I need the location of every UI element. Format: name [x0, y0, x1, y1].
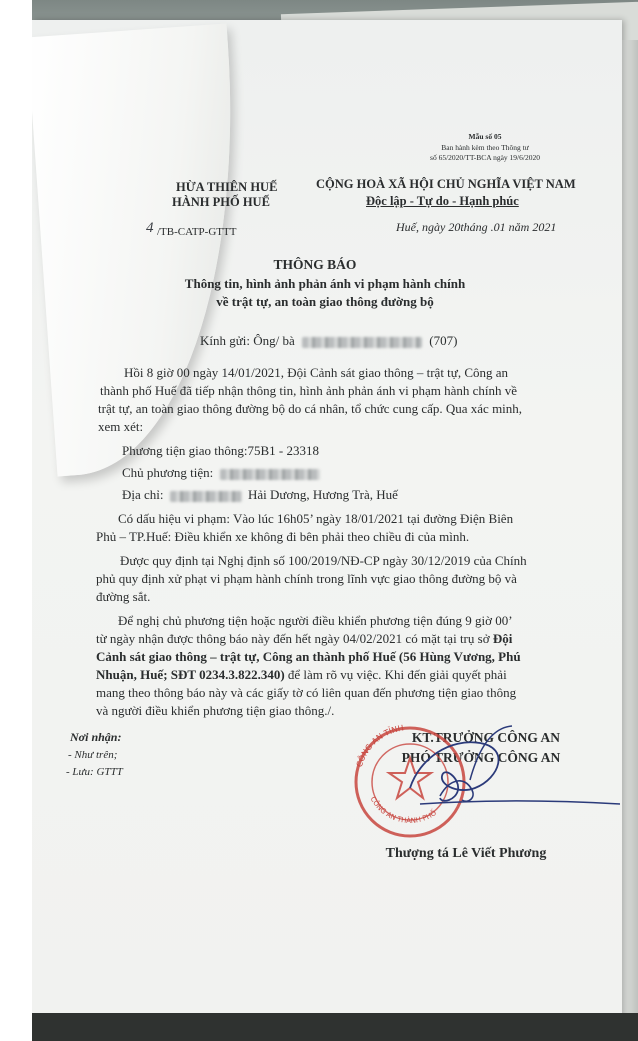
request-line-4 [96, 666, 507, 684]
redacted-name [302, 337, 422, 348]
stamp-top-text: CÔNG AN TỈNH [354, 723, 405, 769]
request-line-2 [96, 630, 512, 648]
bottom-shadow [32, 1013, 638, 1041]
agency-line-1: HỪA THIÊN HUẾ [176, 180, 278, 194]
handwritten-signature [380, 718, 630, 828]
request-line-6: và người điều khiển phương tiện giao thông./. [96, 703, 335, 718]
form-number: Mẫu số 05 [468, 132, 502, 141]
redacted-owner [220, 469, 320, 480]
address-line [122, 486, 398, 504]
form-issued-1: Ban hành kèm theo Thông tư [441, 143, 529, 152]
document-number: /TB-CATP-GTTT [157, 226, 237, 238]
para1-line-1: Hồi 8 giờ 00 ngày 14/01/2021, Đội Cảnh sát giao thông – trật tự, Công an [124, 365, 509, 380]
violation-line-2: Phủ – TP.Huế: Điều khiển xe không đi bên phải theo chiều đi của mình. [96, 529, 470, 544]
recipients-title: Nơi nhận: [70, 730, 122, 744]
request-line-5: mang theo thông báo này và các giấy tờ có liên quan đến phương tiện giao thông [96, 685, 517, 700]
regulation-line-1: Được quy định tại Nghị định số 100/2019/NĐ-CP ngày 30/12/2019 của Chính [120, 553, 527, 568]
handwritten-number: 4 [146, 220, 154, 236]
nation-motto: Độc lập - Tự do - Hạnh phúc [366, 194, 519, 208]
para1-line-4: xem xét: [98, 419, 144, 434]
request-line-4a: Nhuận, Huế; SĐT 0234.3.822.340) [96, 667, 285, 682]
request-line-3: Cảnh sát giao thông – trật tự, Công an thành phố Huế (56 Hùng Vương, Phú [96, 649, 521, 664]
request-line-2b: Đội [492, 631, 513, 646]
vehicle-plate: Phương tiện giao thông:75B1 - 23318 [122, 443, 319, 458]
owner-line [122, 464, 320, 482]
signer-name: Thượng tá Lê Viết Phương [385, 846, 547, 861]
recipient-label: Kính gửi: Ông/ bà [200, 333, 295, 348]
recipient-suffix: (707) [429, 333, 458, 348]
address-suffix: Hải Dương, Hương Trà, Huế [248, 487, 398, 502]
doc-title: THÔNG BÁO [273, 257, 357, 272]
para1-line-3: trật tự, an toàn giao thông đường bộ do cá nhân, tổ chức cung cấp. Qua xác minh, [98, 401, 523, 416]
nation-title: CỘNG HOÀ XÃ HỘI CHỦ NGHĨA VIỆT NAM [316, 177, 576, 191]
address-label: Địa chỉ: [122, 487, 164, 502]
recipients-item-1: - Như trên; [68, 749, 118, 761]
request-line-2a: từ ngày nhận được thông báo này đến hết ngày 04/02/2021 có mặt tại trụ sở [96, 631, 493, 646]
signature-role-2: PHÓ TRƯỞNG CÔNG AN [401, 750, 561, 765]
document-date: Huế, ngày 20tháng .01 năm 2021 [396, 220, 557, 234]
recipient-line [200, 332, 457, 350]
para1-line-2: thành phố Huế đã tiếp nhận thông tin, hình ảnh phản ánh vi phạm hành chính về [100, 383, 517, 398]
recipients-item-2: - Lưu: GTTT [66, 766, 123, 778]
request-line-1: Để nghị chủ phương tiện hoặc người điều khiển phương tiện đúng 9 giờ 00’ [118, 613, 513, 628]
regulation-line-2: phủ quy định xử phạt vi phạm hành chính trong lĩnh vực giao thông đường bộ và [96, 571, 517, 586]
stamp-bottom-text: CÔNG AN THÀNH PHỐ [368, 795, 438, 825]
doc-subtitle-1: Thông tin, hình ảnh phản ánh vi phạm hành chính [184, 276, 466, 291]
doc-subtitle-2: về trật tự, an toàn giao thông đường bộ [216, 294, 434, 309]
regulation-line-3: đường sắt. [96, 589, 151, 604]
owner-label: Chủ phương tiện: [122, 465, 214, 480]
violation-line-1: Có dấu hiệu vi phạm: Vào lúc 16h05’ ngày 18/01/2021 tại đường Điện Biên [118, 511, 514, 526]
signature-role-1: KT.TRƯỞNG CÔNG AN [411, 730, 561, 745]
request-line-4b: để làm rõ vụ việc. Khi đến giải quyết phải [284, 667, 507, 682]
redacted-address [170, 491, 242, 502]
form-issued-2: số 65/2020/TT-BCA ngày 19/6/2020 [430, 153, 540, 162]
agency-line-2: HÀNH PHỐ HUẾ [172, 195, 270, 209]
